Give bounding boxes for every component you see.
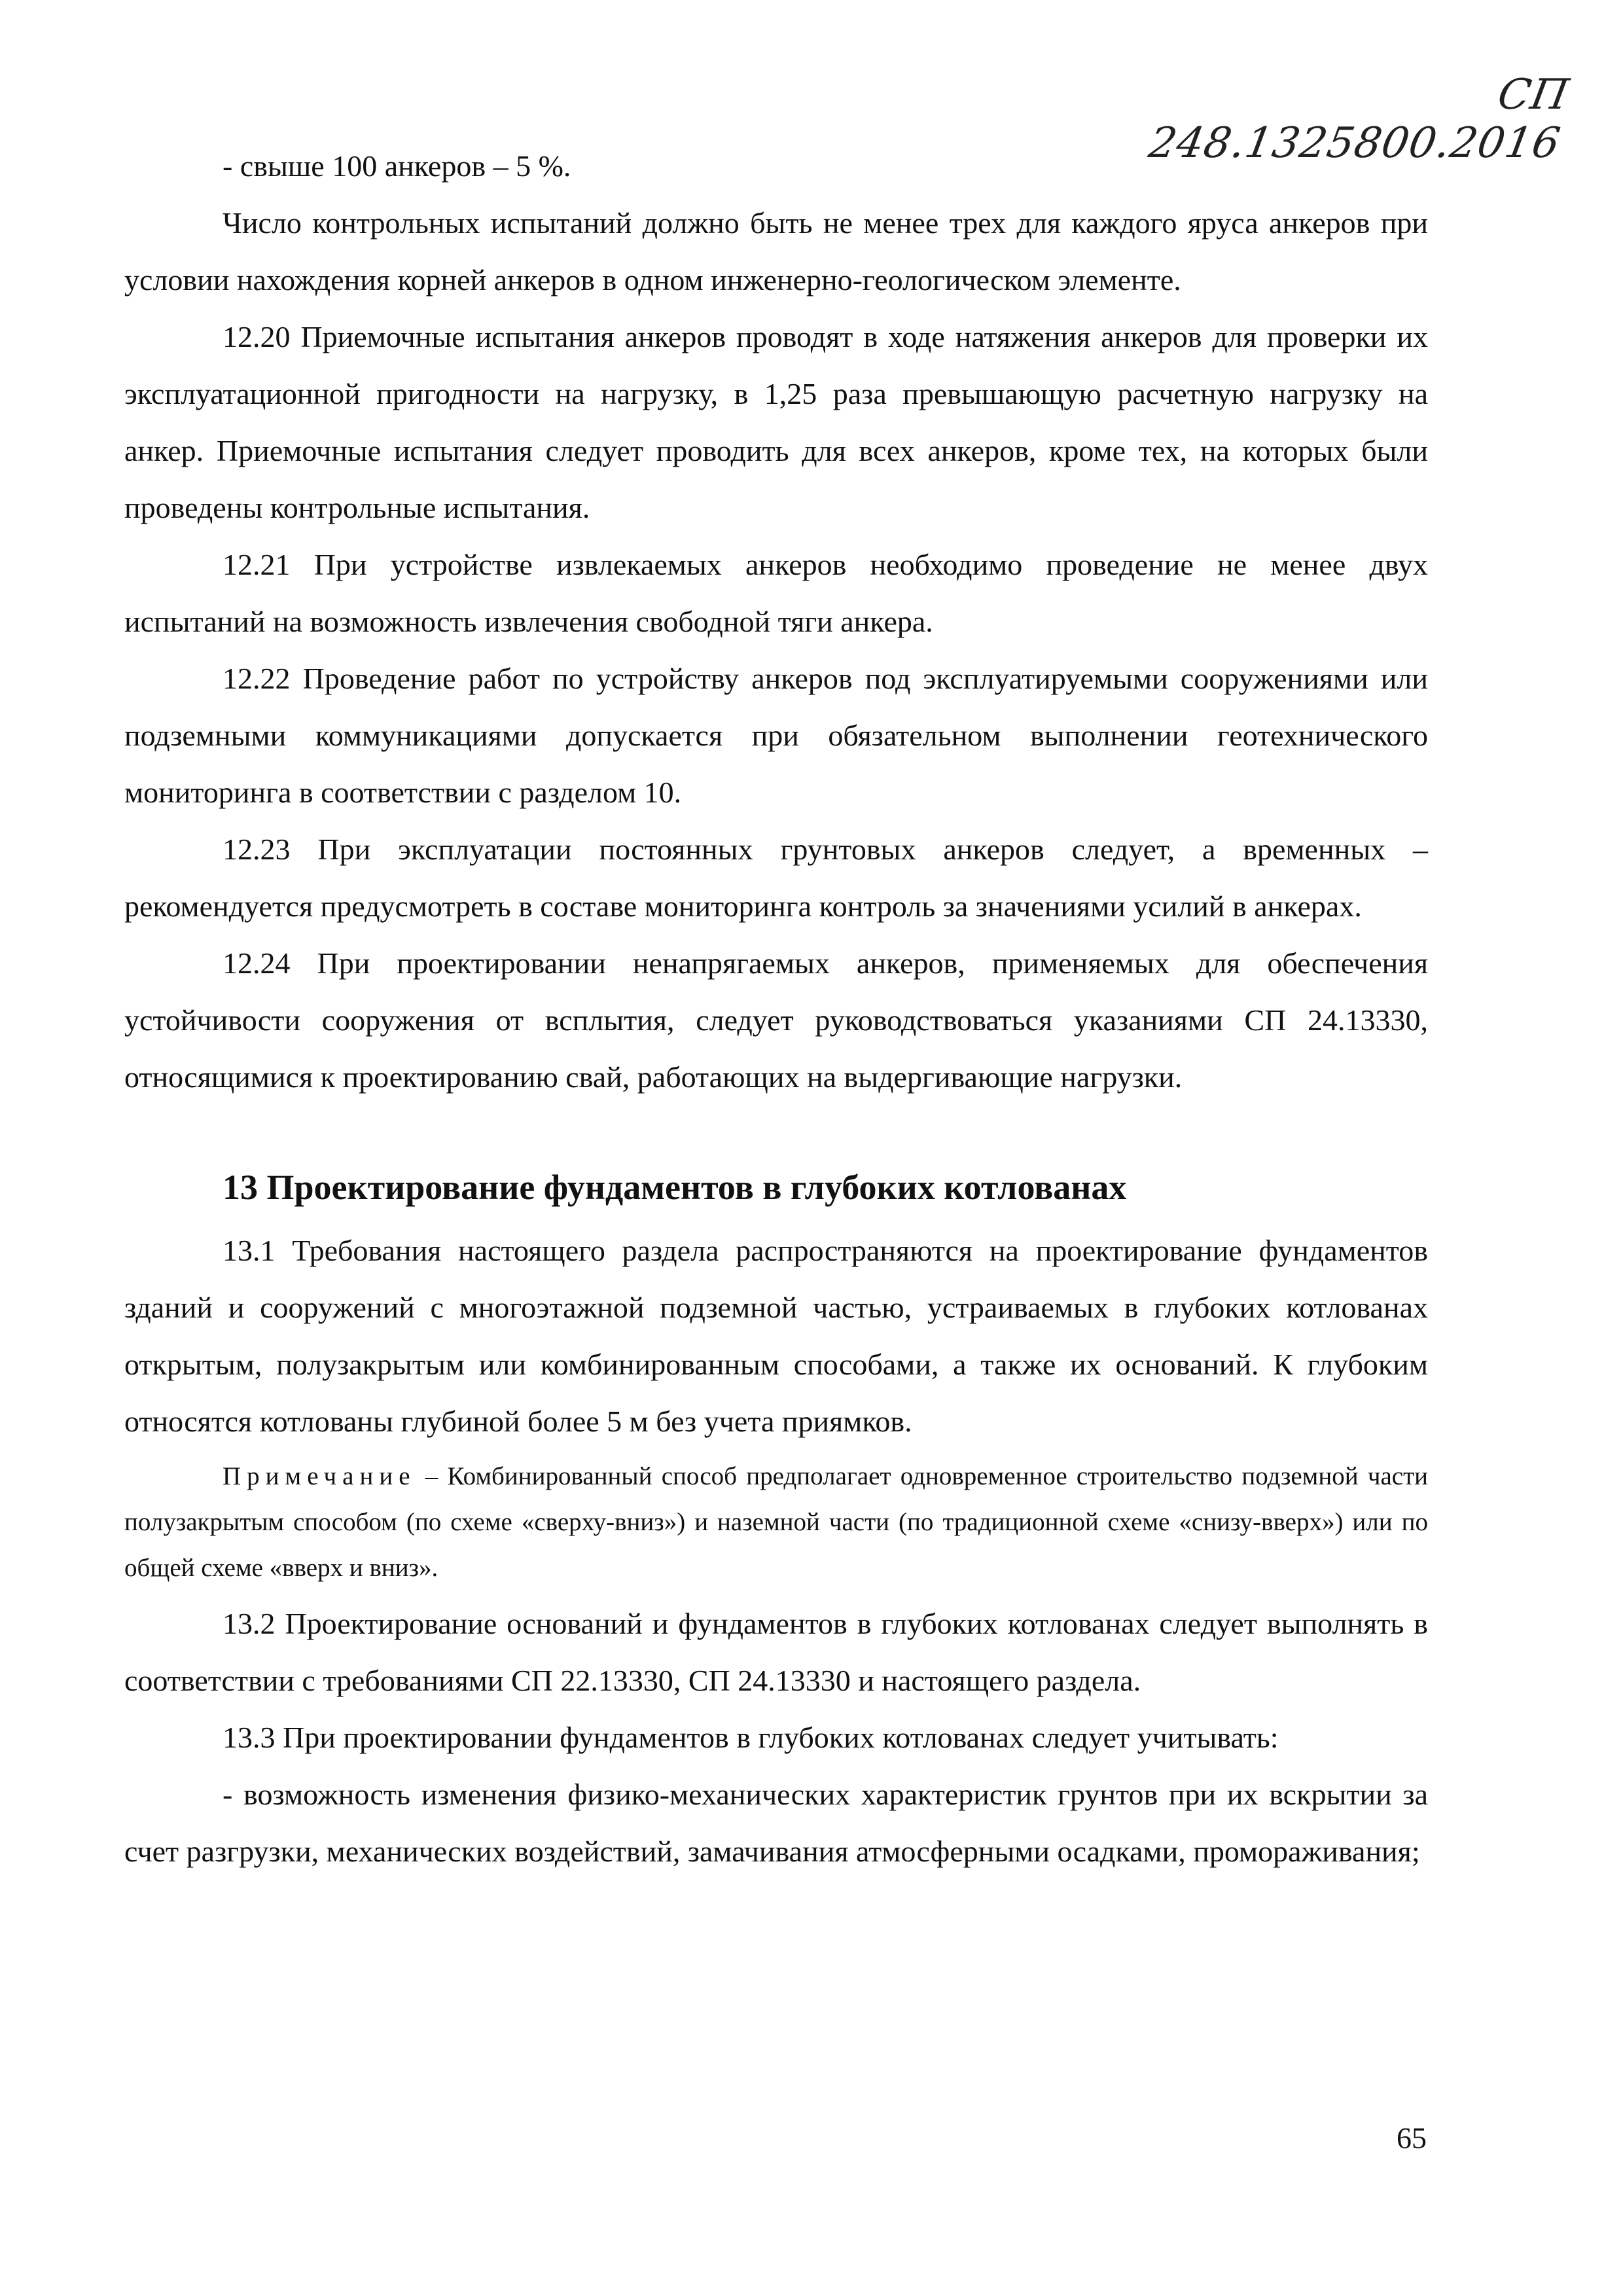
paragraph-13-3: 13.3 При проектировании фундаментов в глубоких котлованах следует учитывать: [223,1721,1279,1754]
note-text: – Комбинированный способ предполагает одновременное строительство подземной части полузакрытым способом (по схеме «сверху-вниз») и наземной части (по традиционной схеме «снизу-вверх») или по общей схеме «вверх и вниз». [124,1462,1428,1582]
page-number: 65 [1397,2121,1427,2155]
note-label: Примечание [223,1462,416,1490]
paragraph-12-23: 12.23 При эксплуатации постоянных грунтовых анкеров следует, а временных – рекомендуется предусмотреть в составе мониторинга контроль за значениями усилий в анкерах. [124,833,1428,923]
paragraph-12-21: 12.21 При устройстве извлекаемых анкеров необходимо проведение не менее двух испытаний на возможность извлечения свободной тяги анкера. [124,548,1428,638]
paragraph-12-22: 12.22 Проведение работ по устройству анкеров под эксплуатируемыми сооружениями или подземными коммуникациями допускается при обязательном выполнении геотехнического мониторинга в соответствии с разделом 10. [124,662,1428,809]
paragraph-control-tests: Число контрольных испытаний должно быть не менее трех для каждого яруса анкеров при условии нахождения корней анкеров в одном инженерно-геологическом элементе. [124,206,1428,296]
paragraph-13-3-item: - возможность изменения физико-механических характеристик грунтов при их вскрытии за счет разгрузки, механических воздействий, замачивания атмосферными осадками, промораживания; [124,1778,1428,1868]
paragraph-list-item: - свыше 100 анкеров – 5 %. [223,149,571,183]
note-block [124,1454,1428,1591]
paragraph-12-20: 12.20 Приемочные испытания анкеров проводят в ходе натяжения анкеров для проверки их эксплуатационной пригодности на нагрузку, в 1,25 раза превышающую расчетную нагрузку на анкер. Приемочные испытания следует проводить для всех анкеров, кроме тех, на которых были проведены контрольные испытания. [124,320,1428,524]
paragraph-12-24: 12.24 При проектировании ненапрягаемых анкеров, применяемых для обеспечения устойчивости сооружения от всплытия, следует руководствоваться указаниями СП 24.13330, относящимися к проектированию свай, работающих на выдергивающие нагрузки. [124,946,1428,1094]
paragraph-13-2: 13.2 Проектирование оснований и фундаментов в глубоких котлованах следует выполнять в соответствии с требованиями СП 22.13330, СП 24.13330 и настоящего раздела. [124,1607,1428,1697]
page-content [124,137,1428,1880]
section-heading-13: 13 Проектирование фундаментов в глубоких котлованах [223,1168,1127,1207]
handwritten-doc-code: СП 248.1325800.2016 [1145,71,1573,168]
paragraph-13-1: 13.1 Требования настоящего раздела распространяются на проектирование фундаментов зданий и сооружений с многоэтажной подземной частью, устраиваемых в глубоких котлованах открытым, полузакрытым или комбинированным способами, а также их оснований. К глубоким относятся котлованы глубиной более 5 м без учета приямков. [124,1234,1428,1438]
